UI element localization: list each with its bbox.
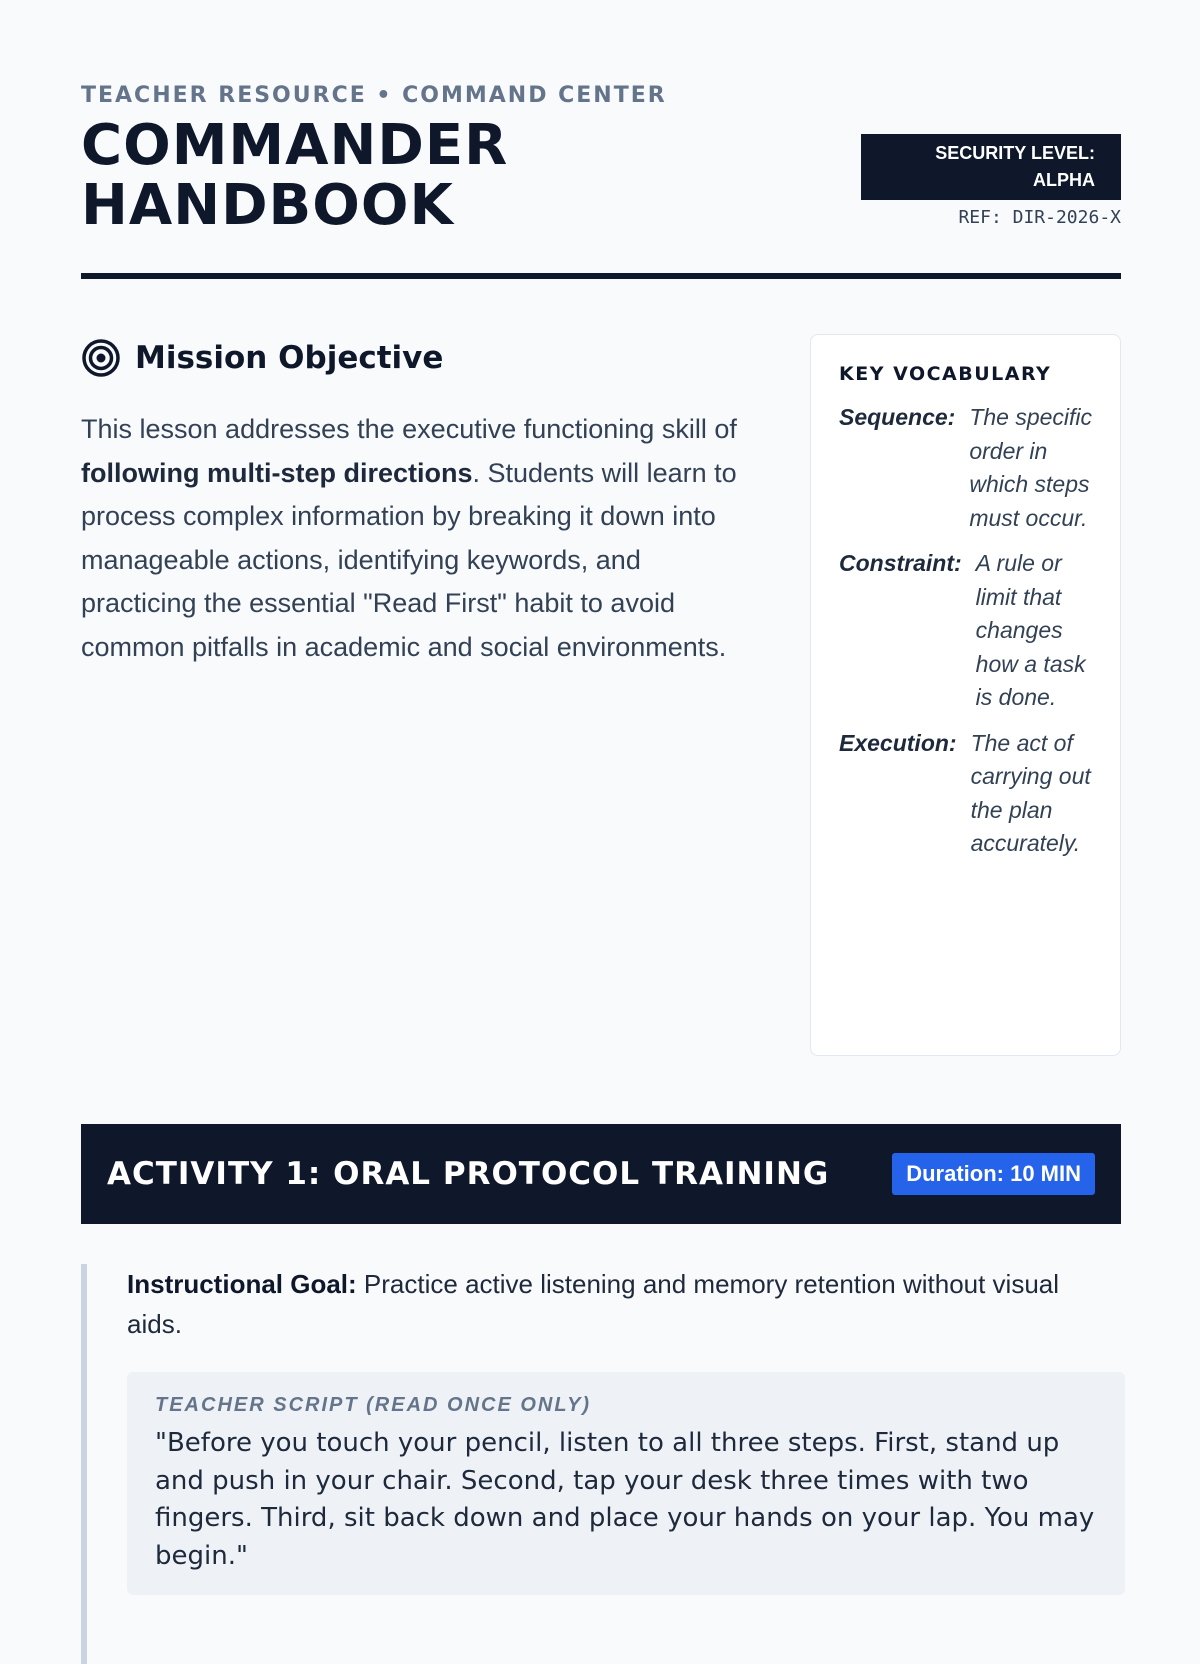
script-label: TEACHER SCRIPT (READ ONCE ONLY): [155, 1394, 592, 1416]
instructional-goal-section: [81, 1264, 1121, 1664]
vocab-word: Sequence:: [839, 404, 956, 430]
header-divider: [81, 273, 1121, 279]
vocab-definition: The act of carrying out the plan accurately.: [970, 729, 1091, 856]
vocab-term: [839, 727, 1094, 861]
vocab-word: Constraint:: [839, 550, 962, 576]
page-title: [81, 113, 509, 238]
eyebrow-label: TEACHER RESOURCE • COMMAND CENTER: [81, 83, 667, 108]
mission-body-prefix: This lesson addresses the executive functioning skill of: [81, 414, 737, 444]
mission-body-emphasis: following multi-step directions: [81, 457, 473, 488]
title-line-1: COMMANDER: [81, 113, 509, 178]
vocab-term: [839, 401, 1094, 535]
target-icon: [81, 338, 121, 378]
mission-heading: [81, 336, 443, 380]
reference-code: REF: DIR-2026-X: [958, 207, 1121, 228]
activity-banner: [81, 1124, 1121, 1224]
mission-title: Mission Objective: [135, 340, 444, 376]
mission-body: [81, 408, 761, 669]
instructional-goal: [127, 1264, 1121, 1344]
title-line-2: HANDBOOK: [81, 173, 454, 238]
duration-badge: Duration: 10 MIN: [892, 1153, 1095, 1195]
vocab-word: Execution:: [839, 729, 957, 756]
vocab-definition: The specific order in which steps must occur.: [969, 404, 1093, 531]
vocab-term: [839, 547, 1094, 715]
vocab-definition: A rule or limit that changes how a task is done.: [975, 550, 1086, 710]
security-badge: [861, 134, 1121, 200]
vocabulary-title: KEY VOCABULARY: [839, 363, 1052, 385]
activity-title: ACTIVITY 1: ORAL PROTOCOL TRAINING: [107, 1156, 830, 1192]
mission-body-suffix: . Students will learn to process complex information by breaking it down into manageable actions, identifying keywords, and practicing the essential "Read First" habit to avoid common pitfalls in academic and social environments.: [81, 457, 737, 662]
goal-label: Instructional Goal:: [127, 1269, 357, 1299]
vocabulary-card: [810, 334, 1121, 1056]
security-value: ALPHA: [1033, 170, 1095, 190]
script-text: "Before you touch your pencil, listen to all three steps. First, stand up and push in your chair. Second, tap your desk three times with two fingers. Third, sit back down and place your hands on your lap. You may begin.": [155, 1428, 1095, 1571]
goal-text: Practice active listening and memory retention without visual aids.: [127, 1269, 1060, 1339]
teacher-script-box: [127, 1372, 1125, 1595]
security-label: SECURITY LEVEL:: [935, 143, 1095, 163]
